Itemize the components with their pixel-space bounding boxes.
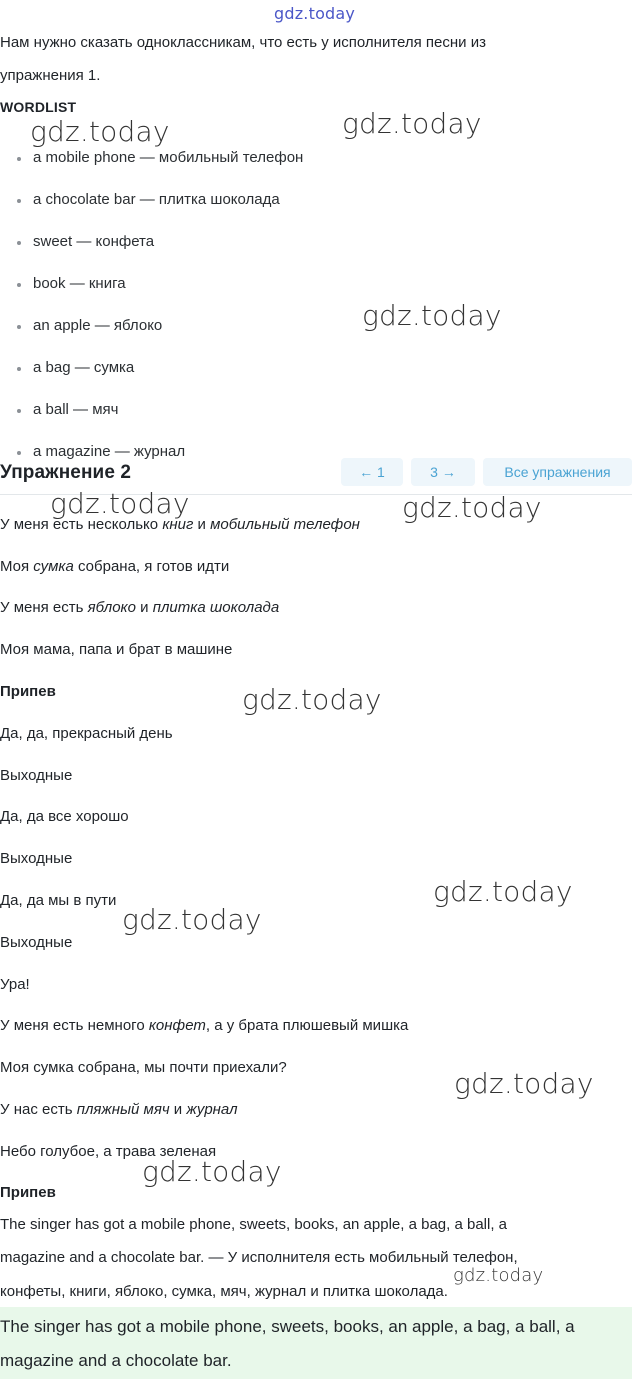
song-emphasis: сумка bbox=[33, 558, 74, 575]
song-emphasis: конфет bbox=[148, 1017, 206, 1034]
wordlist-item: a mobile phone — мобильный телефон bbox=[33, 149, 304, 166]
song-line bbox=[0, 1100, 238, 1120]
song-line: Выходные bbox=[0, 767, 73, 784]
prev-exercise-button[interactable]: ← 1 bbox=[341, 458, 403, 486]
site-logo[interactable]: gdz.today bbox=[274, 4, 356, 23]
song-line: Да, да все хорошо bbox=[0, 808, 129, 825]
wordlist-item: sweet — конфета bbox=[33, 233, 155, 250]
bullet-icon bbox=[17, 409, 21, 413]
watermark: gdz.today bbox=[242, 683, 382, 716]
song-text: У меня есть несколько bbox=[0, 516, 163, 533]
bullet-icon bbox=[17, 241, 21, 245]
song-text: , а у брата плюшевый мишка bbox=[205, 1017, 409, 1034]
song-line: Выходные bbox=[0, 850, 73, 867]
song-emphasis: журнал bbox=[186, 1101, 238, 1118]
answer-line-2: magazine and a chocolate bar. bbox=[0, 1351, 232, 1370]
song-line bbox=[0, 1016, 408, 1036]
wordlist-item: a chocolate bar — плитка шоколада bbox=[33, 191, 280, 208]
next-exercise-button[interactable]: 3 → bbox=[411, 458, 475, 486]
bullet-icon bbox=[17, 199, 21, 203]
song-emphasis: пляжный мяч bbox=[76, 1101, 170, 1118]
chorus-label: Припев bbox=[0, 683, 56, 700]
translation-line-1: The singer has got a mobile phone, sweets, books, an apple, a bag, a ball, a bbox=[0, 1216, 507, 1233]
wordlist-item: a magazine — журнал bbox=[33, 443, 186, 460]
wordlist-item: book — книга bbox=[33, 275, 126, 292]
exercise-title: Упражнение 2 bbox=[0, 462, 132, 483]
song-emphasis: плитка шоколада bbox=[152, 599, 280, 616]
answer-line-1: The singer has got a mobile phone, sweets, books, an apple, a bag, a ball, a bbox=[0, 1317, 575, 1336]
watermark: gdz.today bbox=[342, 107, 482, 140]
song-line bbox=[0, 557, 229, 577]
song-text: Моя bbox=[0, 558, 34, 575]
song-text: и bbox=[135, 599, 153, 616]
bullet-icon bbox=[17, 367, 21, 371]
bullet-icon bbox=[17, 325, 21, 329]
song-line: Ура! bbox=[0, 976, 30, 993]
wordlist-item: a ball — мяч bbox=[33, 401, 119, 418]
song-line: Да, да мы в пути bbox=[0, 892, 117, 909]
song-emphasis: книг bbox=[162, 516, 194, 533]
song-line: Небо голубое, а трава зеленая bbox=[0, 1143, 217, 1160]
all-exercises-button[interactable]: Все упражнения bbox=[483, 458, 632, 486]
bullet-icon bbox=[17, 157, 21, 161]
wordlist-item: an apple — яблоко bbox=[33, 317, 163, 334]
translation-line-3: конфеты, книги, яблоко, сумка, мяч, журнал и плитка шоколада. bbox=[0, 1283, 448, 1300]
song-text: У меня есть bbox=[0, 599, 88, 616]
intro-line-1: Нам нужно сказать одноклассникам, что есть у исполнителя песни из bbox=[0, 34, 486, 51]
wordlist-title: WORDLIST bbox=[0, 99, 77, 115]
watermark: gdz.today bbox=[362, 299, 502, 332]
song-text: и bbox=[169, 1101, 187, 1118]
bullet-icon bbox=[17, 283, 21, 287]
song-text: собрана, я готов идти bbox=[73, 558, 230, 575]
song-emphasis: мобильный телефон bbox=[210, 516, 360, 533]
chorus-label: Припев bbox=[0, 1184, 56, 1201]
watermark: gdz.today bbox=[433, 875, 573, 908]
song-text: и bbox=[193, 516, 211, 533]
watermark: gdz.today bbox=[454, 1067, 594, 1100]
intro-line-2: упражнения 1. bbox=[0, 67, 101, 84]
watermark: gdz.today bbox=[122, 903, 262, 936]
watermark: gdz.today bbox=[30, 115, 170, 148]
watermark: gdz.today bbox=[453, 1265, 544, 1286]
wordlist-item: a bag — сумка bbox=[33, 359, 135, 376]
translation-line-2: magazine and a chocolate bar. — У исполнителя есть мобильный телефон, bbox=[0, 1249, 518, 1266]
song-line: Моя сумка собрана, мы почти приехали? bbox=[0, 1059, 287, 1076]
song-emphasis: яблоко bbox=[87, 599, 136, 616]
bullet-icon bbox=[17, 451, 21, 455]
song-text: У нас есть bbox=[0, 1101, 77, 1118]
song-line bbox=[0, 598, 279, 618]
song-line: Выходные bbox=[0, 934, 73, 951]
song-text: У меня есть немного bbox=[0, 1017, 149, 1034]
watermark: gdz.today bbox=[50, 487, 190, 520]
watermark: gdz.today bbox=[402, 491, 542, 524]
song-line: Моя мама, папа и брат в машине bbox=[0, 641, 233, 658]
watermark: gdz.today bbox=[142, 1155, 282, 1188]
song-line: Да, да, прекрасный день bbox=[0, 725, 173, 742]
